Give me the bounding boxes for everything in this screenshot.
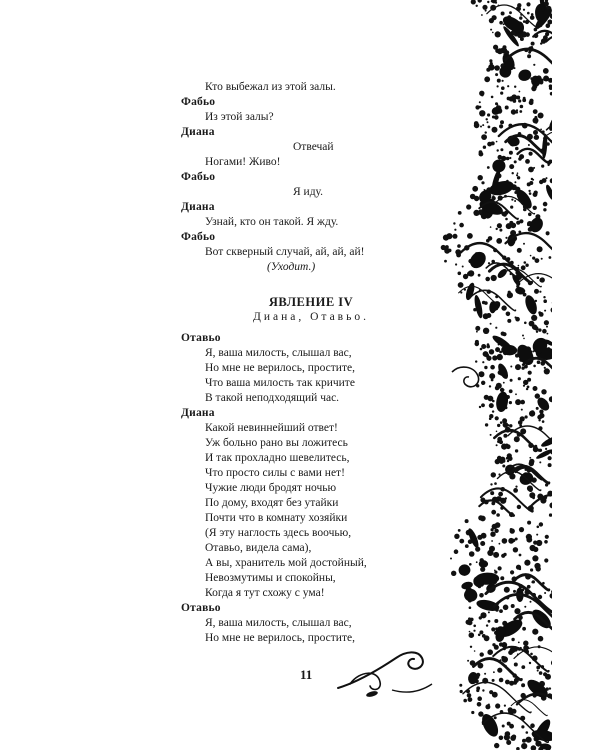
verse-line: Чужие люди бродят ночью [205, 482, 337, 494]
stage-direction: (Уходит.) [267, 261, 316, 273]
verse-line: Невозмутимы и спокойны, [205, 572, 336, 584]
speaker-name: Фабьо [181, 231, 216, 243]
verse-line: И так прохладно шевелитесь, [205, 452, 350, 464]
speaker-name: Фабьо [181, 96, 216, 108]
verse-line: Я, ваша милость, слышал вас, [205, 347, 352, 359]
verse-line: Я иду. [293, 186, 324, 198]
verse-line: Отавьо, видела сама), [205, 542, 312, 554]
speaker-name: Диана [181, 201, 215, 213]
play-text [181, 80, 441, 646]
verse-line: Отвечай [293, 141, 334, 153]
speaker-name: Отавьо [181, 332, 221, 344]
verse-line: Ногами! Живо! [205, 156, 281, 168]
speaker-name: Фабьо [181, 171, 216, 183]
page-number: 11 [300, 667, 313, 682]
verse-line: Какой невиннейший ответ! [205, 422, 338, 434]
verse-line: Из этой залы? [205, 111, 274, 123]
verse-line: Кто выбежал из этой залы. [205, 81, 336, 93]
verse-line: Узнай, кто он такой. Я жду. [205, 216, 339, 228]
verse-line: Вот скверный случай, ай, ай, ай! [205, 246, 365, 258]
verse-line: Что ваша милость так кричите [205, 377, 355, 389]
speaker-name: Отавьо [181, 602, 221, 614]
verse-line: Почти что в комнату хозяйки [205, 512, 348, 524]
verse-line: По дому, входят без утайки [205, 497, 339, 509]
verse-line: Что просто силы с вами нет! [205, 467, 345, 479]
spacer [181, 275, 441, 289]
verse-line: (Я эту наглость здесь воочью, [205, 527, 352, 539]
verse-line: Но мне не верилось, простите, [205, 632, 355, 644]
verse-line: Но мне не верилось, простите, [205, 362, 355, 374]
verse-line: В такой неподходящий час. [205, 392, 340, 404]
verse-line: Я, ваша милость, слышал вас, [205, 617, 352, 629]
scene-title: ЯВЛЕНИЕ IV [268, 295, 354, 309]
verse-line: Когда я тут схожу с ума! [205, 587, 325, 599]
speaker-name: Диана [181, 126, 215, 138]
speaker-name: Диана [181, 407, 215, 419]
scene-cast: Диана, Отавьо. [253, 311, 369, 323]
verse-line: Уж больно рано вы ложитесь [205, 437, 348, 449]
verse-line: А вы, хранитель мой достойный, [205, 557, 367, 569]
